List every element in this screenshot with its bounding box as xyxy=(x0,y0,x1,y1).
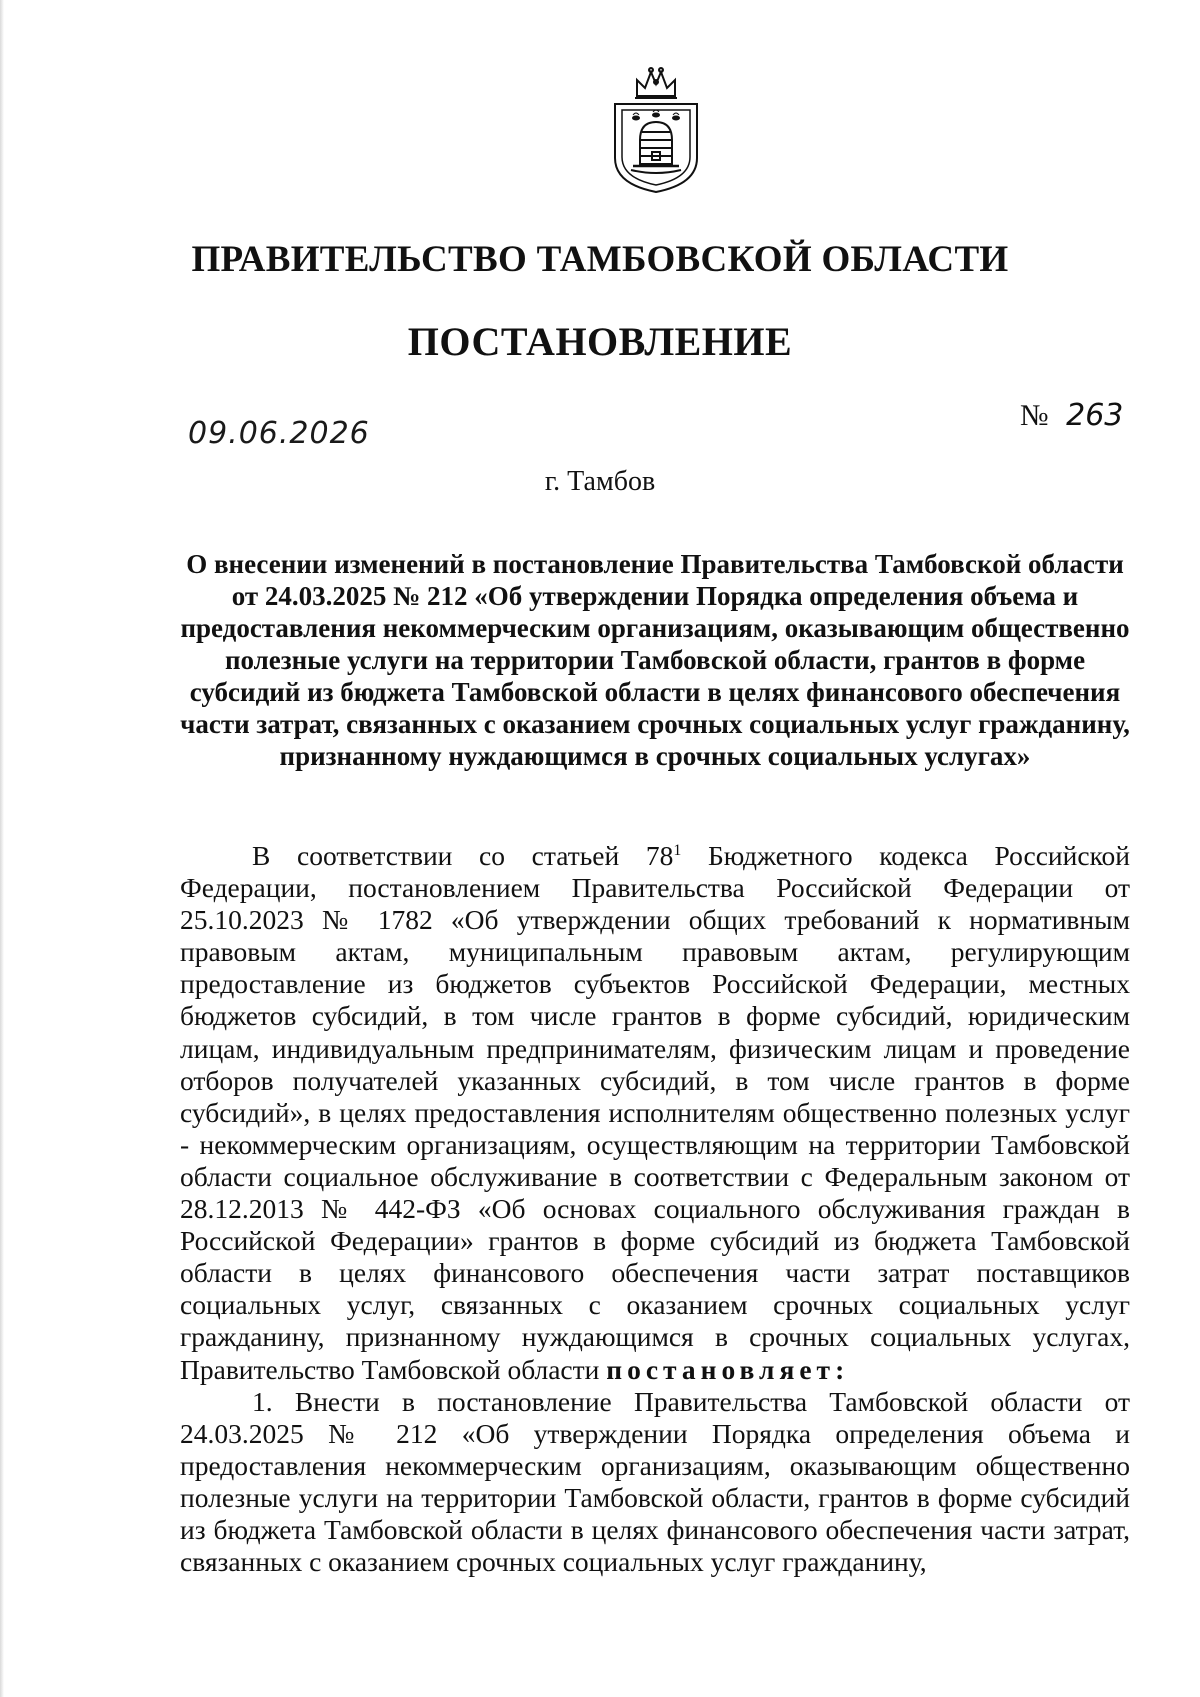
coat-of-arms-tambov-icon xyxy=(607,62,705,194)
article-superscript: 1 xyxy=(673,841,682,859)
document-type: ПОСТАНОВЛЕНИЕ xyxy=(407,319,793,364)
paragraph-item-1: 1. Внести в постановление Правительства Тамбовской области от 24.03.2025 № 212 «Об утверждении Порядка определения объема и предоставления некоммерческим организациям, оказывающим общественно полезные услуги на территории Тамбовской области, грантов в форме субсидий из бюджета Тамбовской области в целях финансового обеспечения части затрат, связанных с оказанием срочных социальных услуг гражданину, xyxy=(180,1385,1130,1578)
document-number xyxy=(1020,398,1123,433)
document-subject: О внесении изменений в постановление Правительства Тамбовской области от 24.03.2025 № 212 «Об утверждении Порядка определения объема и предоставления некоммерческим организациям, оказывающим общественно полезные услуги на территории Тамбовской области, грантов в форме субсидий из бюджета Тамбовской области в целях финансового обеспечения части затрат, связанных с оказанием срочных социальных услуг гражданину, признанному нуждающимся в срочных социальных услугах» xyxy=(180,549,1130,771)
number-value: 263 xyxy=(1066,398,1124,433)
organization-title: ПРАВИТЕЛЬСТВО ТАМБОВСКОЙ ОБЛАСТИ xyxy=(191,239,1009,280)
decree-word: постановляет: xyxy=(606,1353,850,1385)
paragraph-preamble: В соответствии со статьей $78^1$ Бюджетного кодекса Российской Федерации, постановлением Правительства Российской Федерации от 25.10.2023 № 1782 «Об утверждении общих требований к нормативным правовым актам, муниципальным правовым актам, регулирующим предоставление из бюджетов субъектов Российской Федерации, местных бюджетов субсидий, в том числе грантов в форме субсидий, юридическим лицам, индивидуальным предпринимателям, физическим лицам и проведение отборов получателей указанных субсидий, в том числе грантов в форме субсидий», в целях предоставления исполнителям общественно полезных услуг - некоммерческим организациям, осуществляющим на территории Тамбовской области социальное обслуживание в соответствии с Федеральным законом от 28.12.2013 № 442-ФЗ «Об основах социального обслуживания граждан в Российской Федерации» грантов в форме субсидий из бюджета Тамбовской области в целях финансового обеспечения части затрат поставщиков социальных услуг, связанных с оказанием срочных социальных услуг гражданину, признанному нуждающимся в срочных социальных услугах, Правительство Тамбовской области постановляет: xyxy=(180,840,1130,1385)
document-date: 09.06.2026 xyxy=(188,416,370,451)
number-sign: № xyxy=(1020,399,1049,432)
document-body xyxy=(180,840,1130,1578)
city-name: г. Тамбов xyxy=(544,466,656,497)
